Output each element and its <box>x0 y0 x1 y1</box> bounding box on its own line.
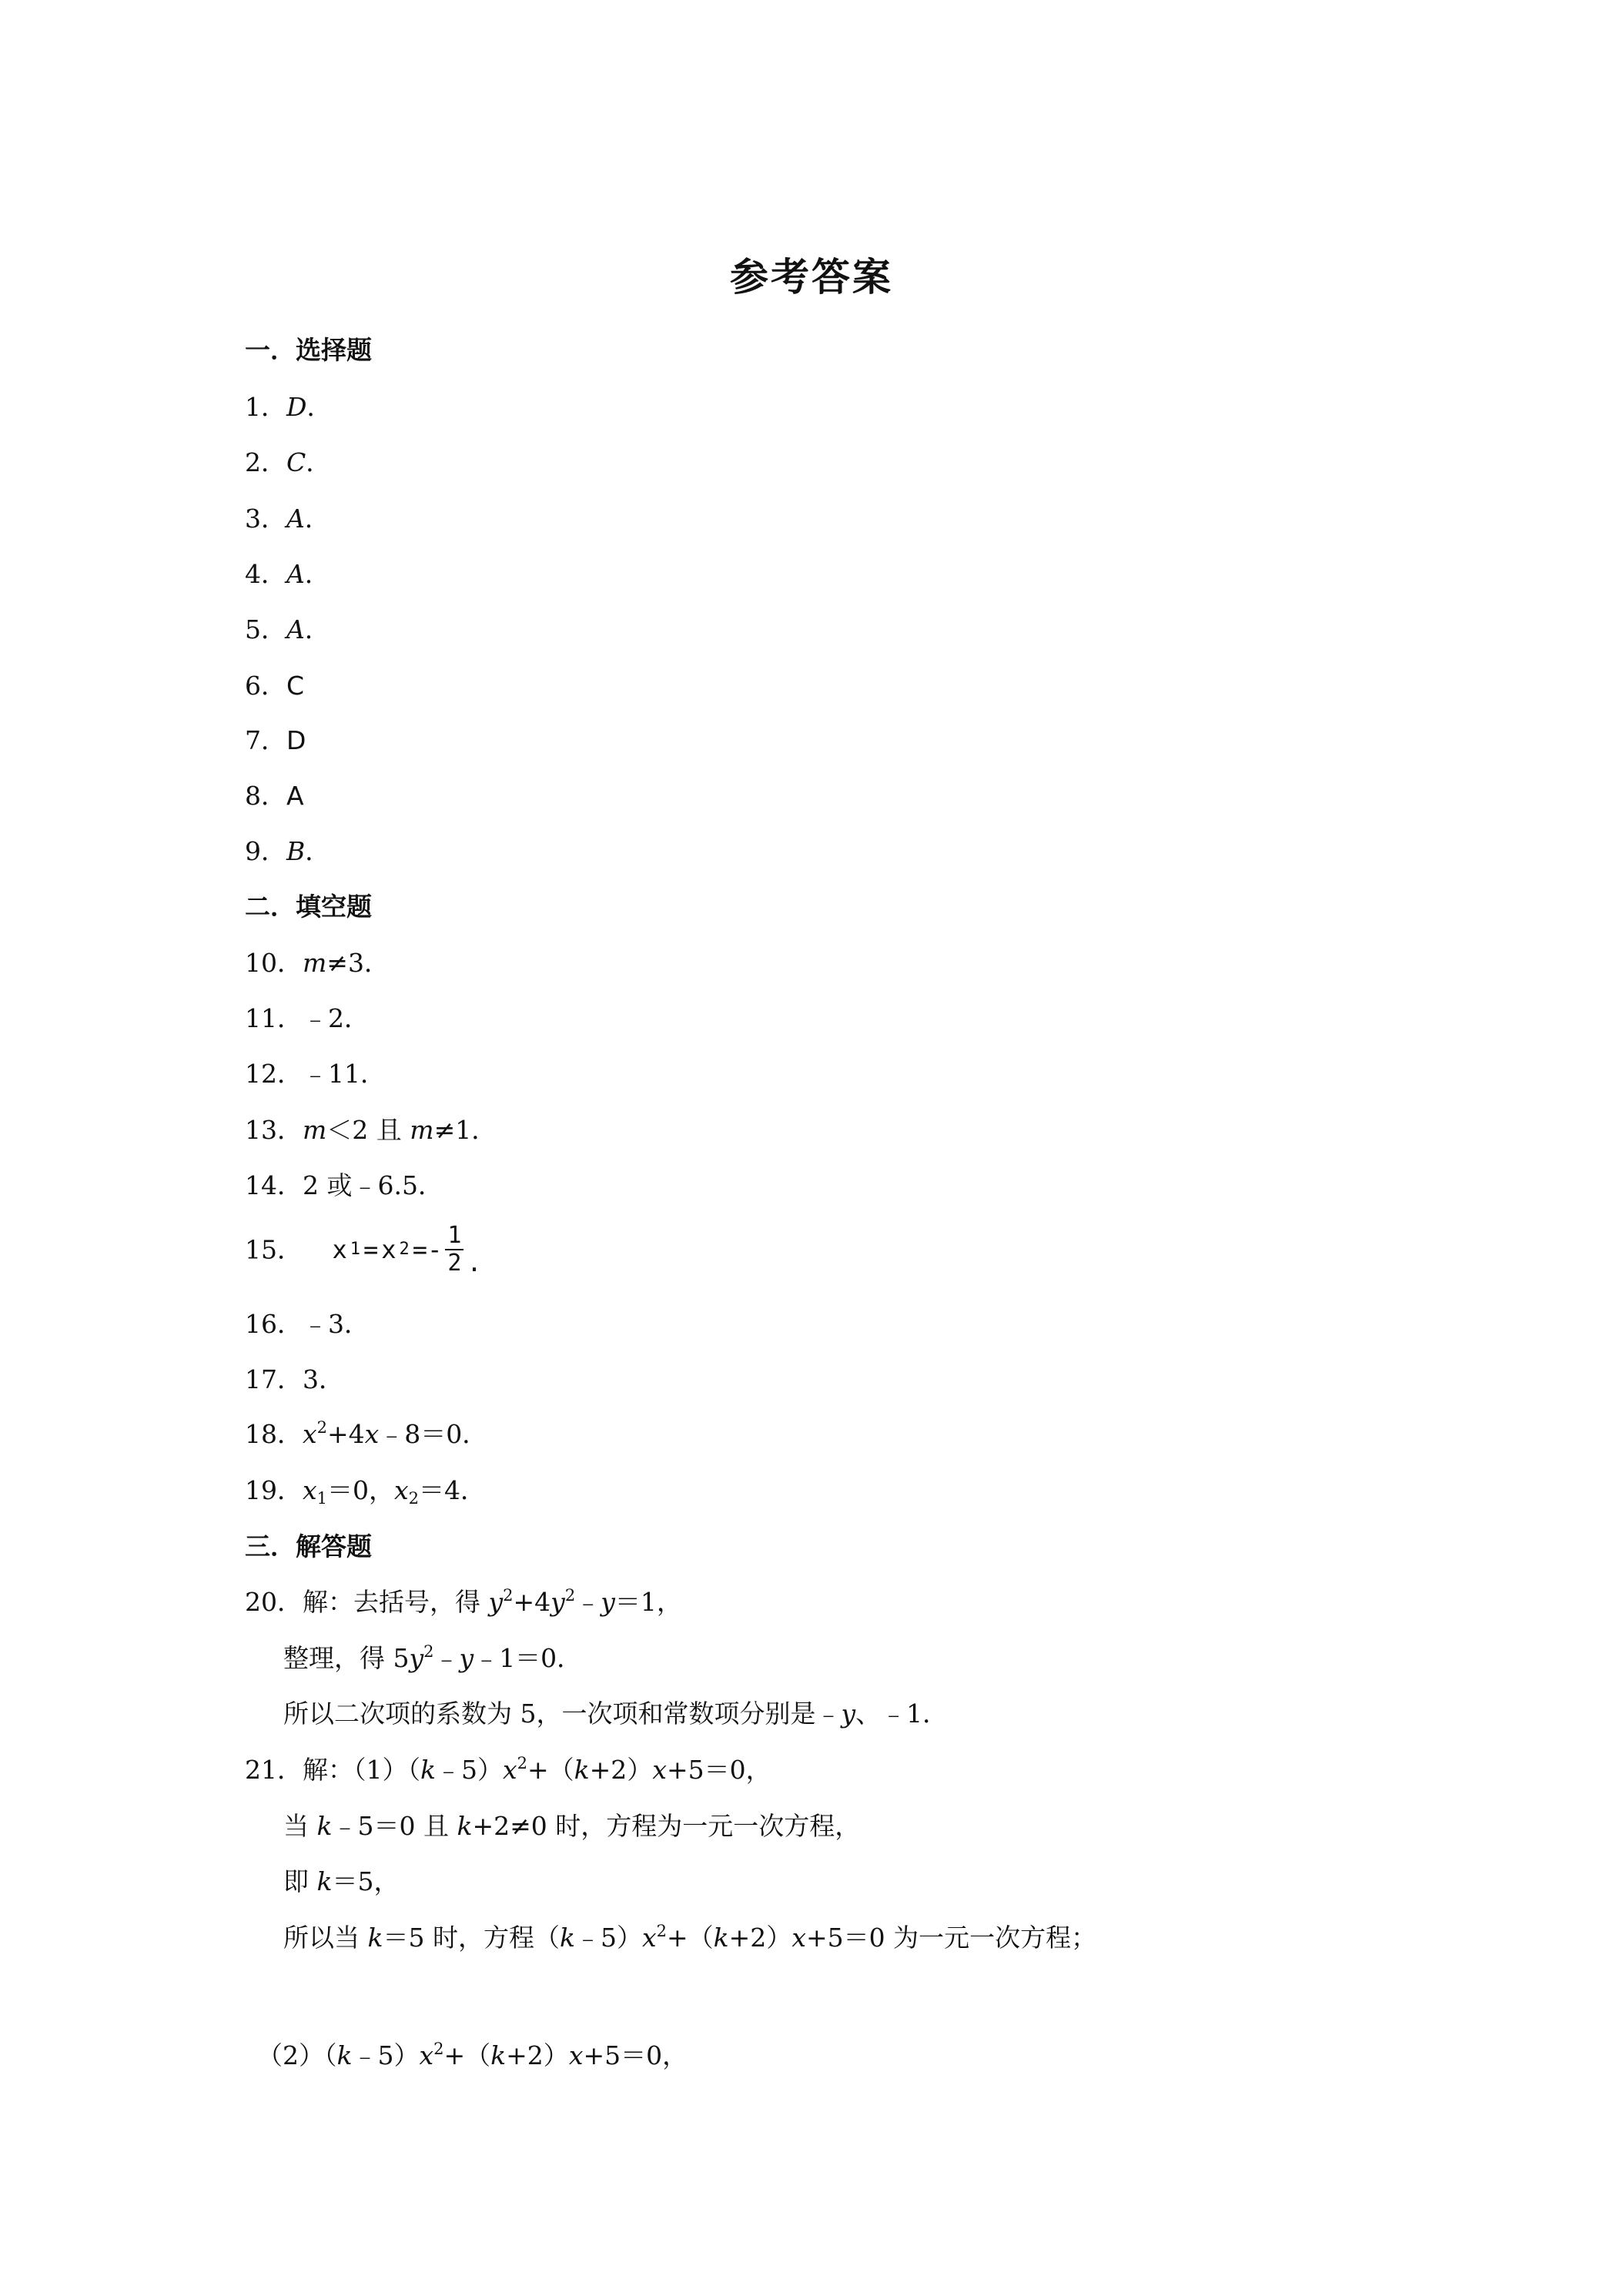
section-heading-solve: 三．解答题 <box>245 1531 372 1561</box>
answer-17: 17．3． <box>245 1364 344 1394</box>
answer-19: 19．$x_1=0$，$x_2=4$． <box>245 1475 486 1508</box>
answer-7: 7．D <box>245 725 306 755</box>
answer-13: 13．m＜2 且 m≠1． <box>245 1115 497 1145</box>
q21-line-2: 当 k﹣5＝0 且 k+2≠0 时，方程为一元一次方程， <box>283 1811 861 1841</box>
answer-18: 18．$x^2+4x﹣8=0$． <box>245 1418 488 1449</box>
q20-line-1: 20．解：去括号，得 $y^2+4y^2﹣y=1$， <box>245 1586 682 1617</box>
answer-16: 16．﹣3． <box>245 1309 370 1339</box>
q21-line-4: 所以当 k＝5 时，方程$(k﹣5)x^2+(k+2)x+5=0$ 为一元一次方程； <box>283 1922 1097 1953</box>
q20-line-3: 所以二次项的系数为 5，一次项和常数项分别是﹣y、﹣1． <box>283 1699 949 1729</box>
q21-line-1: 21．解：$(1)(k﹣5)x^2+(k+2)x+5=0$， <box>245 1754 771 1785</box>
q20-line-2: 整理，得 $5y^2﹣y﹣1=0$． <box>283 1642 583 1673</box>
answer-3: 3．A． <box>245 504 330 534</box>
section-heading-choice: 一．选择题 <box>245 335 372 365</box>
q21-line-5: $(2)(k﹣5)x^2+(k+2)x+5=0$， <box>257 2040 688 2070</box>
fraction: $\frac{1}{2}$ <box>445 1224 463 1275</box>
answer-8: 8．A <box>245 781 304 811</box>
answer-11: 11．﹣2． <box>245 1003 370 1033</box>
answer-5: 5．A． <box>245 614 330 644</box>
q21-line-3: 即 k＝5， <box>283 1866 400 1896</box>
answer-12: 12．﹣11． <box>245 1059 386 1089</box>
answer-2: 2．C． <box>245 447 332 477</box>
answer-14: 14．2 或﹣6.5． <box>245 1170 443 1200</box>
answer-9: 9．B． <box>245 836 331 866</box>
page-title: 参考答案 <box>730 255 893 300</box>
section-heading-fill: 二．填空题 <box>245 892 372 922</box>
answer-6: 6．C <box>245 671 305 701</box>
answer-15: 15． x 1 = x 2 =- $\frac{1}{2}$ . <box>245 1222 482 1277</box>
answer-4: 4．A． <box>245 559 330 589</box>
formula-image: x 1 = x 2 =- $\frac{1}{2}$ . <box>332 1222 482 1277</box>
answer-10: 10．m≠3． <box>245 948 390 978</box>
answer-1: 1．D． <box>245 392 333 422</box>
